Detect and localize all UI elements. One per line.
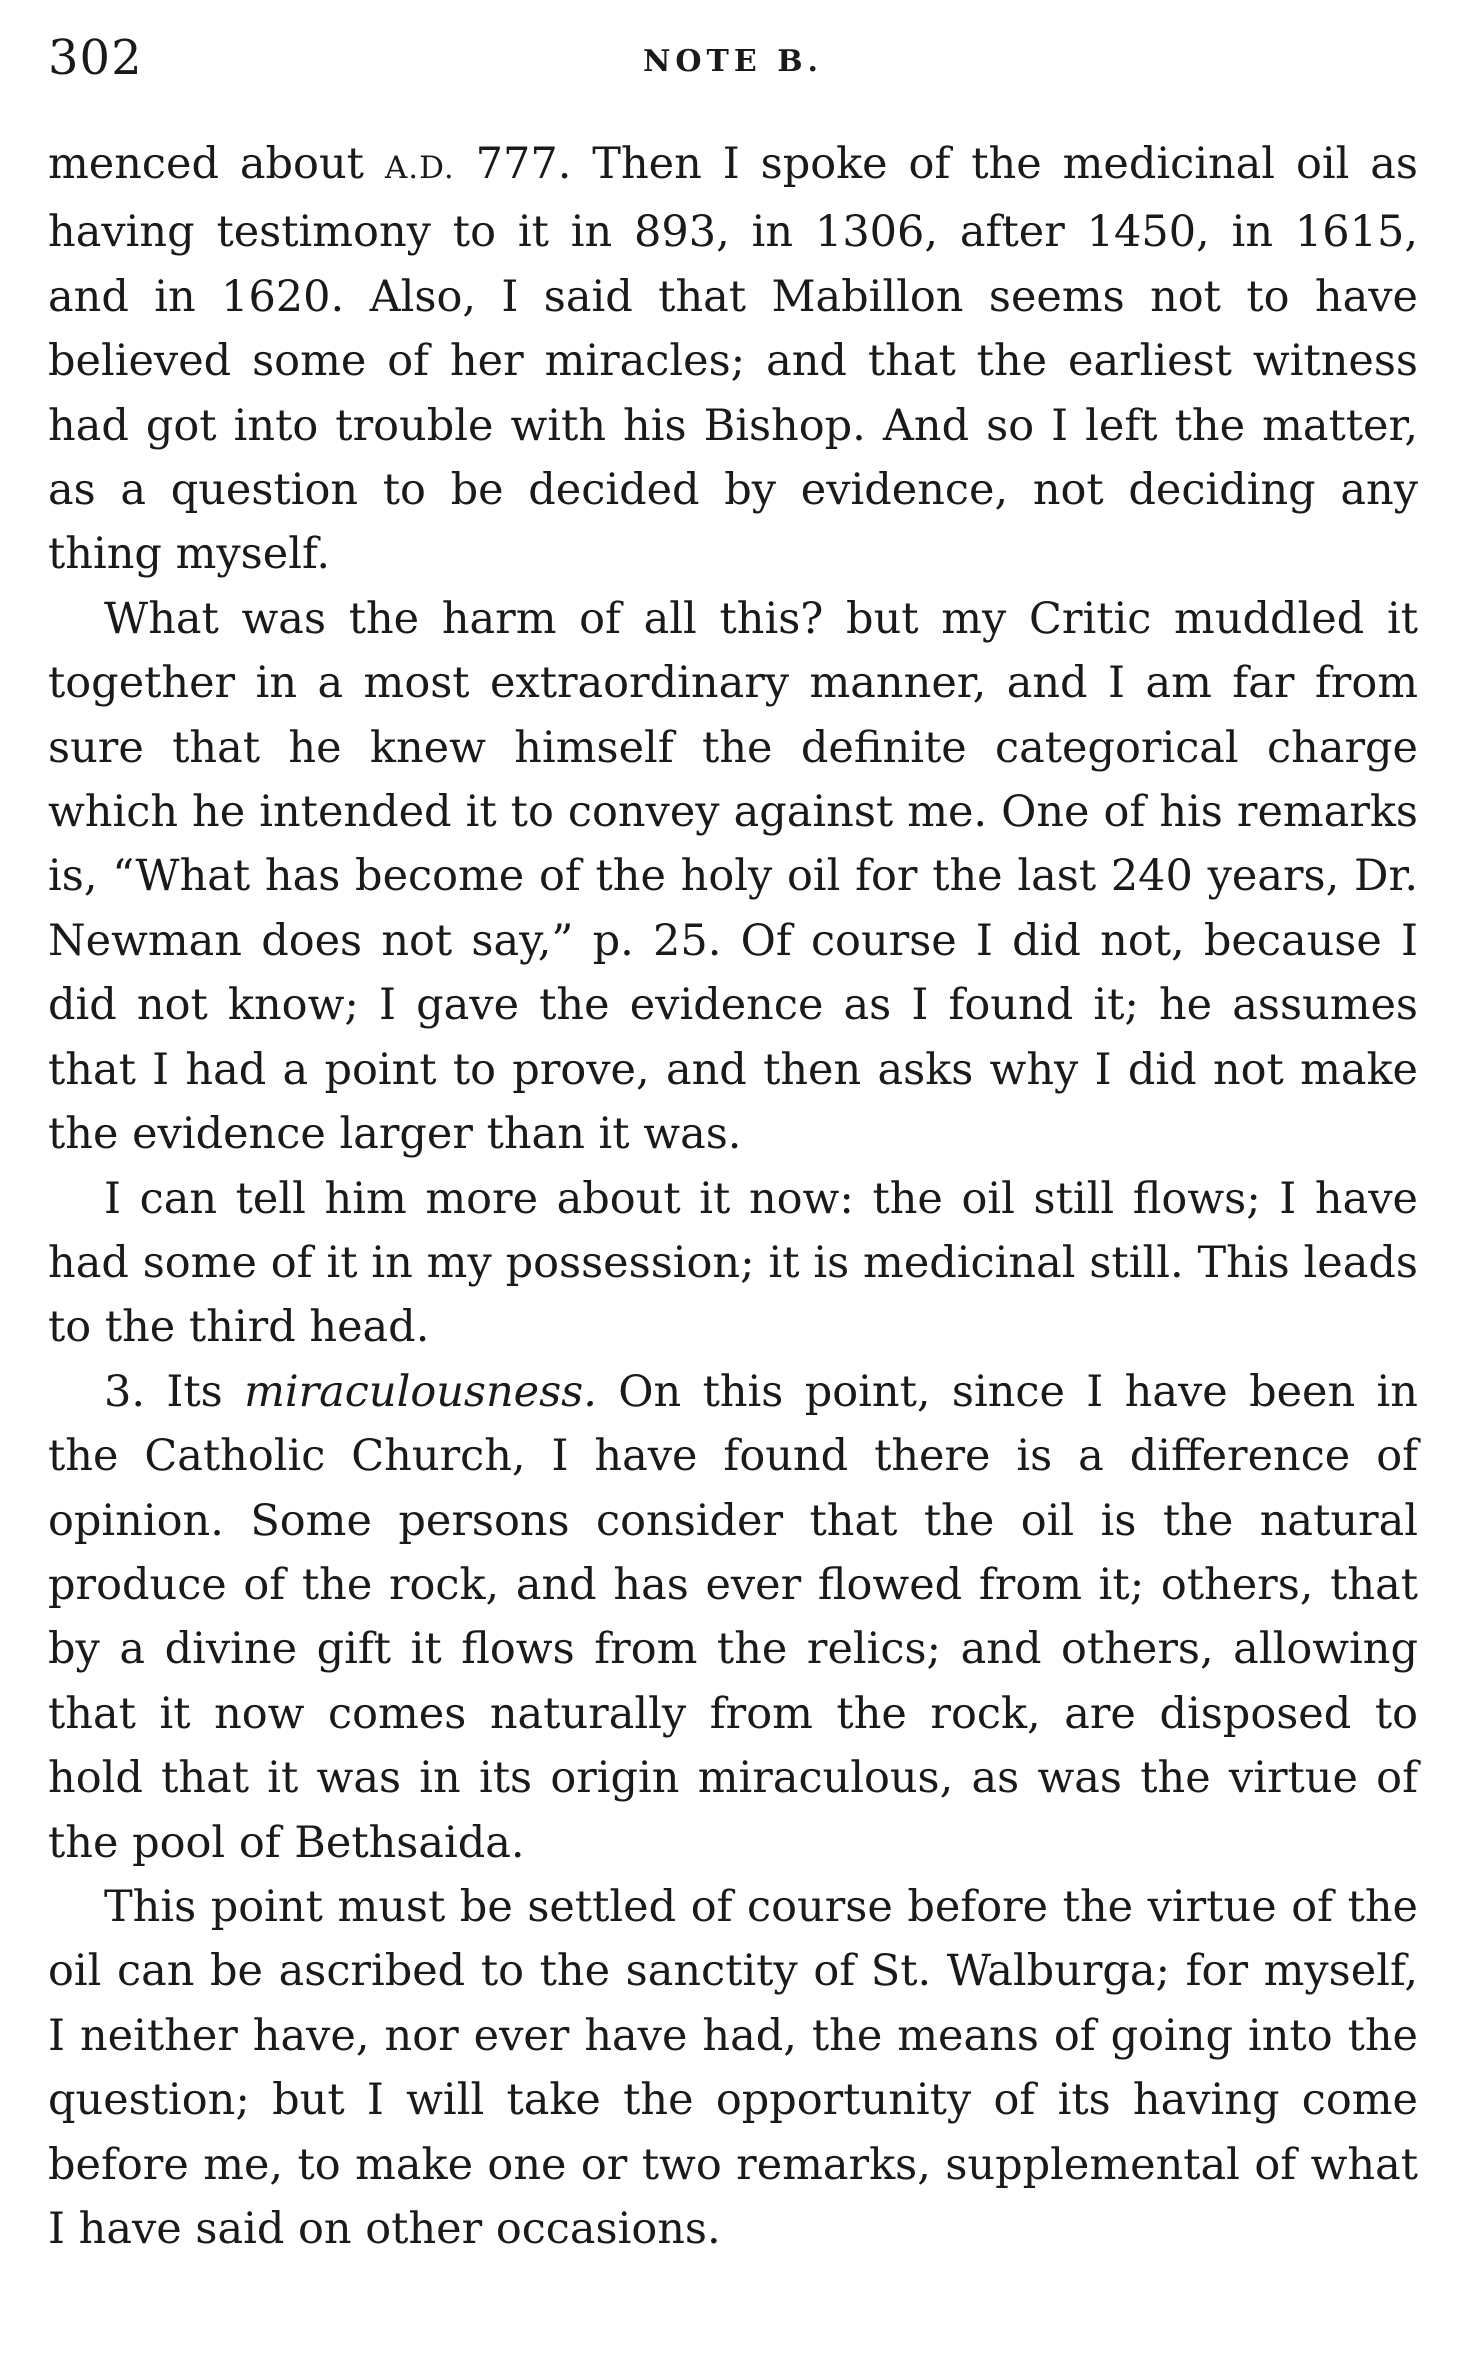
body-text: [48, 132, 1418, 2261]
paragraph: What was the harm of all this? but my Critic muddled it together in a most extraordinary manner, and I am far from sure that he knew himself the definite categorical charge which he intended it to convey against me. One of his remarks is, “What has become of the holy oil for the last 240 years, Dr. Newman does not say,” p. 25. Of course I did not, because I did not know; I gave the evidence as I found it; he assumes that I had a point to prove, and then asks why I did not make the evidence larger than it was.: [48, 593, 1418, 1160]
text-segment: 777. Then I spoke of the medicinal oil as having testimony to it in 893, in 1306, after 1450, in 1615, and in 1620. Also, I said that Mabillon seems not to have believed some of her miracles; and that the earliest witness had got into trouble with his Bishop. And so I left the matter, as a question to be decided by evidence, not deciding any thing myself.: [48, 139, 1418, 580]
era-abbreviation: A.D.: [384, 150, 455, 186]
text-segment: menced about: [48, 139, 385, 189]
italic-term: miraculousness.: [244, 1366, 597, 1417]
paragraph-continued: [48, 132, 1418, 587]
running-head: [48, 28, 1418, 88]
text-segment: 3. Its: [104, 1366, 245, 1417]
paragraph: I can tell him more about it now: the oil still flows; I have had some of it in my possession; it is medicinal still. This leads to the third head.: [48, 1173, 1418, 1353]
paragraph: This point must be settled of course before the virtue of the oil can be ascribed to the sanctity of St. Walburga; for myself, I neither have, nor ever have had, the means of going into the question; but I will take the opportunity of its having come before me, to make one or two remarks, supplemental of what I have said on other occasions.: [48, 1881, 1418, 2254]
text-segment: On this point, since I have been in the Catholic Church, I have found there is a difference of opinion. Some persons consider that the oil is the natural produce of the rock, and has ever flowed from it; others, that by a divine gift it flows from the relics; and others, allowing that it now comes naturally from the rock, are disposed to hold that it was in its origin miraculous, as was the virtue of the pool of Bethsaida.: [48, 1366, 1418, 1868]
running-title: NOTE B.: [643, 44, 823, 79]
paragraph-numbered: [48, 1360, 1418, 1875]
page-number: 302: [48, 30, 143, 86]
